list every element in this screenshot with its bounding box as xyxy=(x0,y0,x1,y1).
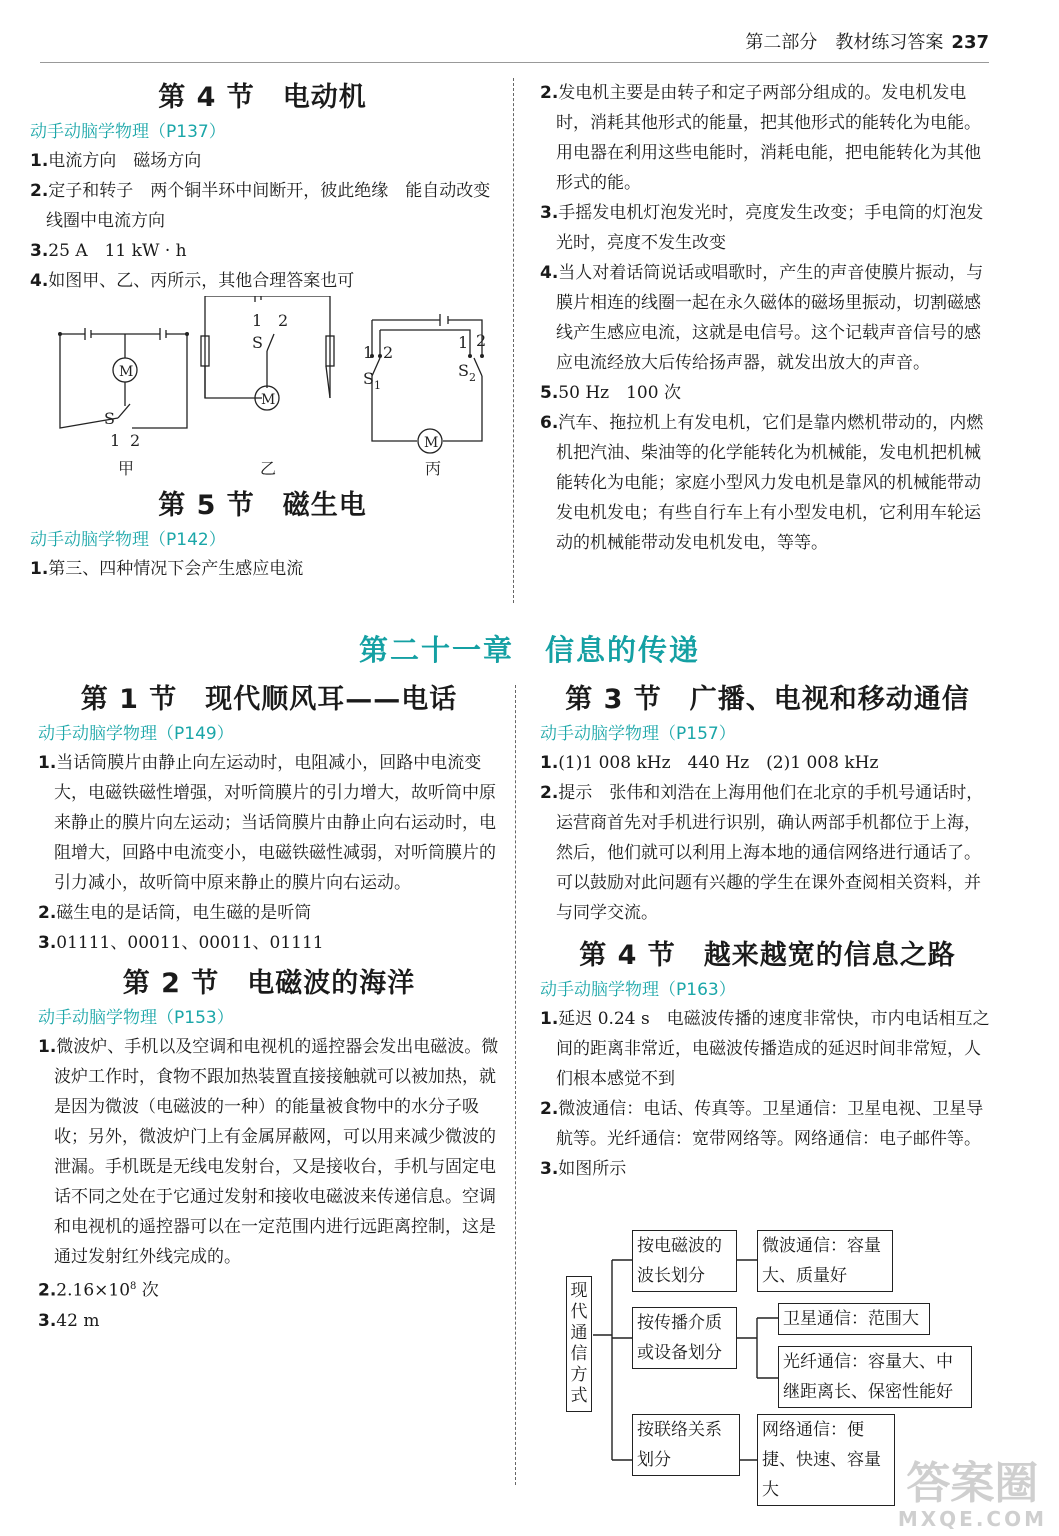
answer-item: 4.如图甲、乙、丙所示，其他合理答案也可 xyxy=(30,271,355,291)
svg-text:甲: 甲 xyxy=(118,459,135,478)
section-subtitle: 动手动脑学物理（P153） xyxy=(38,1008,234,1028)
header-text: 第二部分 教材练习答案 xyxy=(745,32,944,53)
section-title: 第 2 节 电磁波的海洋 xyxy=(122,968,416,999)
answer-item: 2.磁生电的是话筒，电生磁的是听筒 xyxy=(38,903,312,923)
section-subtitle: 动手动脑学物理（P157） xyxy=(540,724,736,744)
tree-leaf: 卫星通信：范围大 xyxy=(778,1303,930,1335)
chapter-title: 第二十一章 信息的传递 xyxy=(358,633,700,667)
answer-item: 2.微波通信：电话、传真等。卫星通信：卫星电视、卫星导航等。光纤通信：宽带网络等。网络通信：电子邮件等。 xyxy=(540,1099,984,1149)
svg-text:1: 1 xyxy=(374,379,381,392)
svg-text:1: 1 xyxy=(363,343,374,362)
svg-text:2: 2 xyxy=(469,371,476,384)
svg-text:乙: 乙 xyxy=(260,459,277,478)
left-bottom-column xyxy=(38,680,500,1336)
tree-leaf: 光纤通信：容量大、中继距离长、保密性能好 xyxy=(778,1346,972,1408)
section-subtitle: 动手动脑学物理（P149） xyxy=(38,724,234,744)
answer-item: 2.提示 张伟和刘浩在上海用他们在北京的手机号通话时，运营商首先对手机进行识别，确认两部手机都位于上海，然后，他们就可以利用上海本地的通信网络进行通话了。可以鼓励对此问题有兴趣的学生在课外查阅相关资料，并与同学交流。 xyxy=(540,783,984,923)
svg-text:M: M xyxy=(424,435,439,451)
answer-item: 1.(1)1 008 kHz 440 Hz (2)1 008 kHz xyxy=(540,753,879,773)
svg-text:1: 1 xyxy=(252,311,263,330)
section-title: 第 4 节 电动机 xyxy=(158,82,367,113)
answer-item: 3.42 m xyxy=(38,1310,100,1331)
section-title: 第 5 节 磁生电 xyxy=(158,490,367,521)
svg-text:2: 2 xyxy=(278,311,289,330)
answer-item: 3.手摇发电机灯泡发光时，亮度发生改变；手电筒的灯泡发光时，亮度不发生改变 xyxy=(540,203,984,253)
tree-branch: 按传播介质或设备划分 xyxy=(632,1307,737,1369)
tree-root: 现代通信方式 xyxy=(566,1276,592,1412)
answer-item: 5.50 Hz 100 次 xyxy=(540,383,681,403)
tree-branch: 按联络关系划分 xyxy=(632,1414,740,1476)
svg-text:丙: 丙 xyxy=(425,459,442,478)
answer-item: 1.电流方向 磁场方向 xyxy=(30,151,202,171)
tree-leaf: 微波通信：容量大、质量好 xyxy=(757,1230,893,1292)
page-header xyxy=(745,28,989,54)
section-subtitle: 动手动脑学物理（P142） xyxy=(30,530,226,550)
svg-text:S: S xyxy=(458,361,469,380)
header-rule xyxy=(40,62,989,63)
svg-text:S: S xyxy=(104,409,115,428)
answer-item: 1.延迟 0.24 s 电磁波传播的速度非常快，市内电话相互之间的距离非常近，电磁波传播造成的延迟时间非常短，人们根本感觉不到 xyxy=(540,1009,990,1089)
answer-item: 1.第三、四种情况下会产生感应电流 xyxy=(30,559,304,579)
svg-text:2: 2 xyxy=(476,331,487,350)
answer-item: 4.当人对着话筒说话或唱歌时，产生的声音使膜片振动，与膜片相连的线圈一起在永久磁体的磁场里振动，切割磁感线产生感应电流，这就是电信号。这个记载声音信号的感应电流经放大后传给扬声器，就发出放大的声音。 xyxy=(540,263,984,373)
right-bottom-column xyxy=(540,680,995,1184)
tree-leaf: 网络通信：便捷、快速、容量大 xyxy=(757,1414,895,1506)
svg-text:1: 1 xyxy=(458,333,469,352)
answer-item: 3.25 A 11 kW · h xyxy=(30,241,187,261)
section-title: 第 1 节 现代顺风耳——电话 xyxy=(80,684,458,715)
section-subtitle: 动手动脑学物理（P163） xyxy=(540,980,736,1000)
answer-item: 6.汽车、拖拉机上有发电机，它们是靠内燃机带动的，内燃机把汽油、柴油等的化学能转化为机械能，发电机把机械能转化为电能；家庭小型风力发电机是靠风的机械能带动发电机发电；有些自行车上有小型发电机，它利用车轮运动的机械能带动发电机发电，等等。 xyxy=(540,413,984,553)
watermark: 答案圈 MXQE.COM xyxy=(897,1458,1047,1531)
column-divider xyxy=(515,685,516,1485)
answer-item: $2.2.16\times 10^8$ 次 xyxy=(38,1280,159,1301)
svg-text:S: S xyxy=(363,369,374,388)
circuit-diagrams xyxy=(30,296,495,486)
answer-item: 2.定子和转子 两个铜半环中间断开，彼此绝缘 能自动改变线圈中电流方向 xyxy=(30,181,491,231)
answer-item: 2.发电机主要是由转子和定子两部分组成的。发电机发电时，消耗其他形式的能量，把其他形式的能转化为电能。用电器在利用这些电能时，消耗电能，把电能转化为其他形式的能。 xyxy=(540,83,981,193)
answer-item: 3.如图所示 xyxy=(540,1159,627,1179)
svg-text:1: 1 xyxy=(110,431,121,450)
svg-text:M: M xyxy=(119,364,134,380)
svg-text:S: S xyxy=(252,333,263,352)
page-number: 237 xyxy=(951,32,989,53)
tree-branch: 按电磁波的波长划分 xyxy=(632,1230,737,1292)
section-subtitle: 动手动脑学物理（P137） xyxy=(30,122,226,142)
left-top-column xyxy=(30,78,495,584)
right-top-column xyxy=(540,78,995,558)
section-title: 第 4 节 越来越宽的信息之路 xyxy=(579,940,956,971)
answer-item: 1.微波炉、手机以及空调和电视机的遥控器会发出电磁波。微波炉工作时，食物不跟加热装置直接接触就可以被加热，就是因为微波（电磁波的一种）的能量被食物中的水分子吸收；另外，微波炉门上有金属屏蔽网，可以用来减少微波的泄漏。手机既是无线电发射台，又是接收台，手机与固定电话不同之处在于它通过发射和接收电磁波来传递信息。空调和电视机的遥控器可以在一定范围内进行远距离控制，这是通过发射红外线完成的。 xyxy=(38,1037,499,1267)
answer-item: 3.01111、00011、00011、01111 xyxy=(38,933,324,953)
section-title: 第 3 节 广播、电视和移动通信 xyxy=(565,684,970,715)
svg-text:M: M xyxy=(261,392,276,408)
answer-item: 1.当话筒膜片由静止向左运动时，电阻减小，回路中电流变大，电磁铁磁性增强，对听筒膜片的引力增大，故听筒中原来静止的膜片向左运动；当话筒膜片由静止向右运动时，电阻增大，回路中电流变小，电磁铁磁性减弱，对听筒膜片的引力减小，故听筒中原来静止的膜片向右运动。 xyxy=(38,753,496,893)
svg-text:2: 2 xyxy=(383,343,394,362)
svg-text:2: 2 xyxy=(130,431,141,450)
column-divider xyxy=(513,78,514,603)
